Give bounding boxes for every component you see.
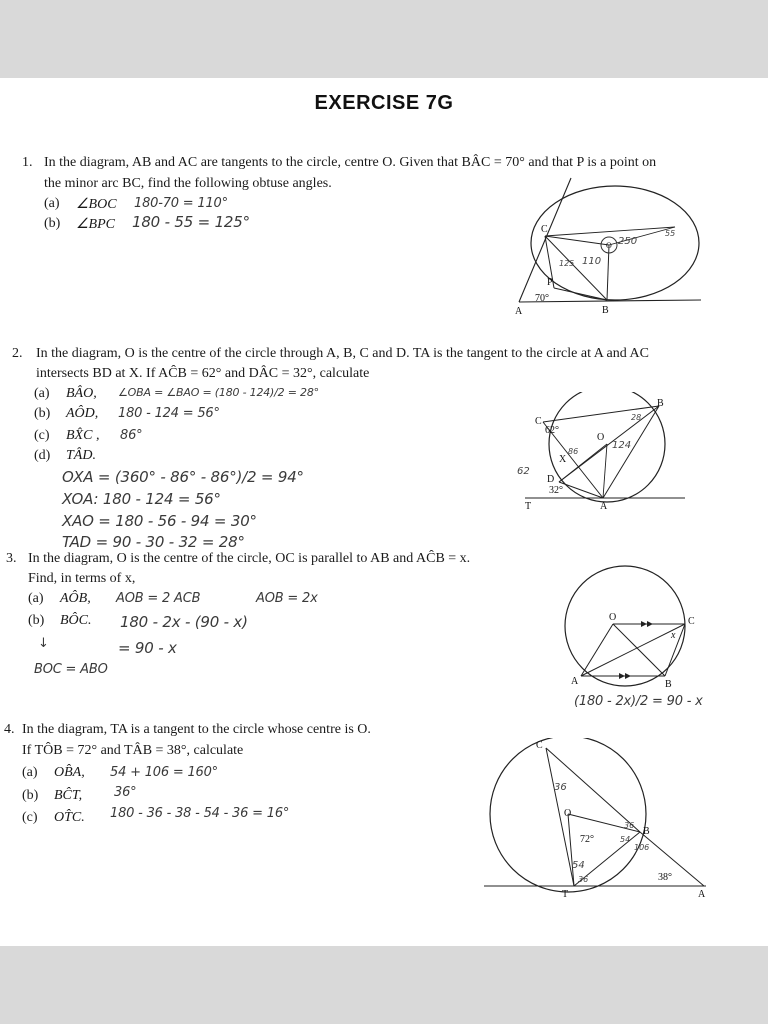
page-title: EXERCISE 7G bbox=[314, 92, 454, 114]
q4-line1: In the diagram, TA is a tangent to the circle whose centre is O. bbox=[22, 722, 371, 737]
q4-note-54: 54 bbox=[620, 835, 631, 844]
q3-b-label: (b) bbox=[28, 613, 45, 628]
q2-a-answer: ∠OBA = ∠BAO = (180 - 124)/2 = 28° bbox=[118, 386, 319, 399]
q1-line-pb bbox=[554, 288, 607, 300]
q3-arrow-down: ↓ bbox=[38, 636, 49, 651]
q1-chord-cb bbox=[545, 236, 607, 300]
q2-work-xao: XAO = 180 - 56 - 94 = 30° bbox=[62, 512, 257, 530]
q1-point-a: A bbox=[515, 306, 523, 317]
q1-note-110: 110 bbox=[582, 256, 602, 267]
q2-work-tad: TAD = 90 - 30 - 32 = 28° bbox=[62, 533, 245, 551]
q3-a-answer2: AOB = 2x bbox=[256, 591, 318, 606]
q2-b-text: AÔD, bbox=[66, 406, 99, 421]
q2-angle-c: 62° bbox=[545, 425, 559, 436]
q2-d-label: (d) bbox=[34, 448, 51, 463]
q4-b-answer: 36° bbox=[114, 785, 137, 800]
q4-c-answer: 180 - 36 - 38 - 54 - 36 = 16° bbox=[110, 806, 290, 821]
q2-diagram bbox=[515, 392, 695, 514]
q1-a-text: ∠BOC bbox=[76, 197, 117, 212]
q3-under-note: (180 - 2x)/2 = 90 - x bbox=[574, 694, 703, 709]
q2-number: 2. bbox=[12, 346, 23, 361]
q3-parallel-arrow-3 bbox=[619, 673, 625, 679]
q2-point-b: B bbox=[657, 398, 664, 409]
q3-point-b: B bbox=[665, 679, 672, 690]
q4-note-36-t: 36 bbox=[578, 875, 589, 884]
q1-radius-oc bbox=[545, 236, 609, 245]
q1-note-125: 125 bbox=[559, 259, 575, 268]
q1-point-p: P bbox=[547, 277, 553, 288]
q2-point-t: T bbox=[525, 501, 532, 512]
q4-point-c: C bbox=[536, 740, 543, 751]
q1-line1: In the diagram, AB and AC are tangents to the circle, centre O. Given that BÂC = 70° and that P is a point on bbox=[44, 155, 657, 170]
q1-line2: the minor arc BC, find the following obtuse angles. bbox=[44, 176, 332, 191]
q1-b-label: (b) bbox=[44, 216, 61, 231]
q1-point-b: B bbox=[602, 305, 609, 316]
q1-point-c: C bbox=[541, 224, 548, 235]
q2-note-124: 124 bbox=[612, 440, 632, 451]
q3-number: 3. bbox=[6, 551, 17, 566]
q4-radius-ot bbox=[568, 814, 574, 886]
q2-note-28: 28 bbox=[631, 413, 642, 422]
q1-note-55: 55 bbox=[665, 229, 676, 238]
q3-b-answer: 180 - 2x - (90 - x) bbox=[120, 613, 248, 631]
q1-b-answer: 180 - 55 = 125° bbox=[132, 213, 250, 231]
q3-line2: Find, in terms of x, bbox=[28, 571, 136, 586]
q2-point-c: C bbox=[535, 416, 542, 427]
q2-angle-a: 32° bbox=[549, 485, 563, 496]
q2-c-label: (c) bbox=[34, 428, 50, 443]
q4-note-54-t: 54 bbox=[572, 860, 585, 871]
q1-diagram bbox=[505, 170, 705, 320]
q3-b-answer2: = 90 - x bbox=[118, 639, 177, 657]
q2-work-xoa: XOA: 180 - 124 = 56° bbox=[62, 490, 221, 508]
q1-a-answer: 180-70 = 110° bbox=[134, 196, 228, 211]
q4-point-b: B bbox=[643, 826, 650, 837]
q4-angle-o: 72° bbox=[580, 834, 594, 845]
q4-point-t: T bbox=[562, 889, 569, 900]
q3-line1: In the diagram, O is the centre of the circle, OC is parallel to AB and AĈB = x. bbox=[28, 551, 471, 566]
q2-a-label: (a) bbox=[34, 386, 50, 401]
q2-point-o: O bbox=[597, 432, 605, 443]
q4-point-o: O bbox=[564, 808, 572, 819]
q2-point-x: X bbox=[559, 454, 567, 465]
q4-line2: If TÔB = 72° and TÂB = 38°, calculate bbox=[22, 743, 244, 758]
q2-c-answer: 86° bbox=[120, 428, 143, 443]
q2-line2: intersects BD at X. If AĈB = 62° and DÂC = 32°, calculate bbox=[36, 366, 370, 381]
q3-b-text: BÔC. bbox=[60, 613, 92, 628]
q2-a-text: BÂO, bbox=[66, 386, 97, 401]
q4-note-36-b: 36 bbox=[624, 821, 635, 830]
q3-note: BOC = ABO bbox=[34, 662, 108, 677]
q1-b-text: ∠BPC bbox=[76, 217, 115, 232]
q1-number: 1. bbox=[22, 155, 33, 170]
q2-point-d: D bbox=[547, 474, 555, 485]
q2-note-62: 62 bbox=[517, 466, 530, 477]
q3-parallel-arrow-1 bbox=[641, 621, 647, 627]
q1-a-label: (a) bbox=[44, 196, 60, 211]
q2-point-a: A bbox=[600, 501, 608, 512]
q4-point-a: A bbox=[698, 889, 706, 900]
q3-a-text: AÔB, bbox=[60, 591, 91, 606]
q3-parallel-arrow-2 bbox=[647, 621, 653, 627]
q3-diagram bbox=[555, 560, 715, 690]
q3-point-c: C bbox=[688, 616, 695, 627]
q4-number: 4. bbox=[4, 722, 15, 737]
q3-point-a: A bbox=[571, 676, 579, 687]
q2-b-answer: 180 - 124 = 56° bbox=[118, 406, 220, 421]
q4-a-answer: 54 + 106 = 160° bbox=[110, 765, 218, 780]
q4-b-text: BĈT, bbox=[54, 788, 83, 803]
q4-c-label: (c) bbox=[22, 810, 38, 825]
q4-note-106: 106 bbox=[634, 843, 650, 852]
q3-parallel-arrow-4 bbox=[625, 673, 631, 679]
q1-angle-a: 70° bbox=[535, 293, 549, 304]
q4-note-36-top: 36 bbox=[554, 782, 567, 793]
q3-point-o: O bbox=[609, 612, 617, 623]
q2-d-text: TÂD. bbox=[66, 448, 96, 463]
q1-point-o: O bbox=[606, 241, 612, 250]
q3-circle bbox=[565, 566, 685, 686]
q4-diagram bbox=[480, 738, 710, 900]
q2-b-label: (b) bbox=[34, 406, 51, 421]
q3-a-label: (a) bbox=[28, 591, 44, 606]
q2-line1: In the diagram, O is the centre of the circle through A, B, C and D. TA is the tangent to the circle at A and AC bbox=[36, 346, 649, 361]
q2-radius-oa bbox=[603, 444, 607, 498]
q1-line-c-right bbox=[545, 227, 675, 236]
q3-a-answer: AOB = 2 ACB bbox=[116, 591, 201, 606]
q2-work-oxa: OXA = (360° - 86° - 86°)/2 = 94° bbox=[62, 468, 304, 486]
q4-b-label: (b) bbox=[22, 788, 39, 803]
q3-angle-c: x bbox=[671, 630, 676, 641]
q4-a-label: (a) bbox=[22, 765, 38, 780]
q1-note-250: 250 bbox=[618, 236, 638, 247]
q4-angle-a: 38° bbox=[658, 872, 672, 883]
q2-c-text: BX̂C , bbox=[66, 428, 100, 443]
q1-tangent-ac bbox=[519, 178, 571, 302]
q4-c-text: OT̂C. bbox=[54, 810, 85, 825]
q2-note-86: 86 bbox=[568, 447, 579, 456]
q4-a-text: OB̂A, bbox=[54, 765, 85, 780]
q4-line-ba bbox=[640, 832, 704, 886]
q3-radius-ob bbox=[613, 624, 665, 676]
